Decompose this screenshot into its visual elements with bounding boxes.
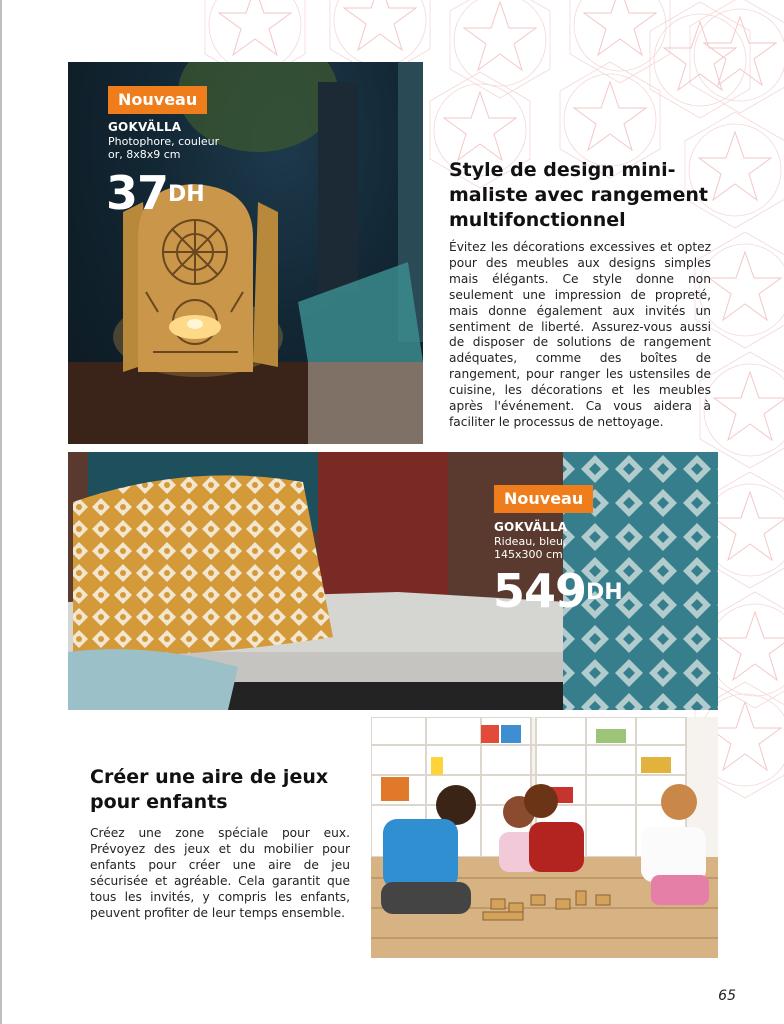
price-currency: DH [586,580,623,605]
product-description-line2: or, 8x8x9 cm [108,148,181,161]
product-description-line1: Rideau, bleu, [494,535,567,548]
photophore-photo [68,62,423,444]
product-description-line1: Photophore, couleur [108,135,220,148]
new-badge: Nouveau [494,485,593,513]
heading-line: maliste avec rangement [449,184,709,206]
product-name: GOKVÄLLA [494,520,568,534]
product-price [493,564,623,618]
heading-line: multifonctionnel [449,209,626,231]
children-playing-photo [371,717,718,958]
product-description-line2: 145x300 cm [494,548,563,561]
page-number: 65 [718,988,736,1004]
page-edge-rule [0,0,2,1024]
heading-line: Créer une aire de jeux [90,766,329,788]
section-body-kids: Créez une zone spéciale pour eux. Prévoyez des jeux et du mobilier pour enfants pour créer une aire de jeu sécurisée et agréable. Cela garantit que tous les invités, y compris les enfants, peuvent profiter de leur temps ensemble. [90,826,350,920]
price-value: 549 [493,564,587,618]
children-illustration [371,717,718,958]
new-badge: Nouveau [108,86,207,114]
section-heading-minimalist [449,158,729,233]
product-name: GOKVÄLLA [108,120,182,134]
heading-line: pour enfants [90,791,228,813]
price-currency: DH [168,182,205,207]
section-heading-kids [90,765,350,815]
price-value: 37 [106,166,169,220]
heading-line: Style de design mini- [449,159,676,181]
product-price [106,166,205,220]
section-body-minimalist: Évitez les décorations excessives et optez pour des meubles aux designs simples mais élégants. Ce style donne non seulement une impression de propreté, mais donne également aux invités un sentiment de liberté. Assurez-vous aussi de disposer de solutions de rangement adéquates, comme des boîtes de rangement, pour ranger les ustensiles de cuisine, les décorations et les meubles après l'événement. Ca vous aidera à faciliter le processus de nettoyage. [449,240,711,429]
sofa-curtain-photo [68,452,718,710]
